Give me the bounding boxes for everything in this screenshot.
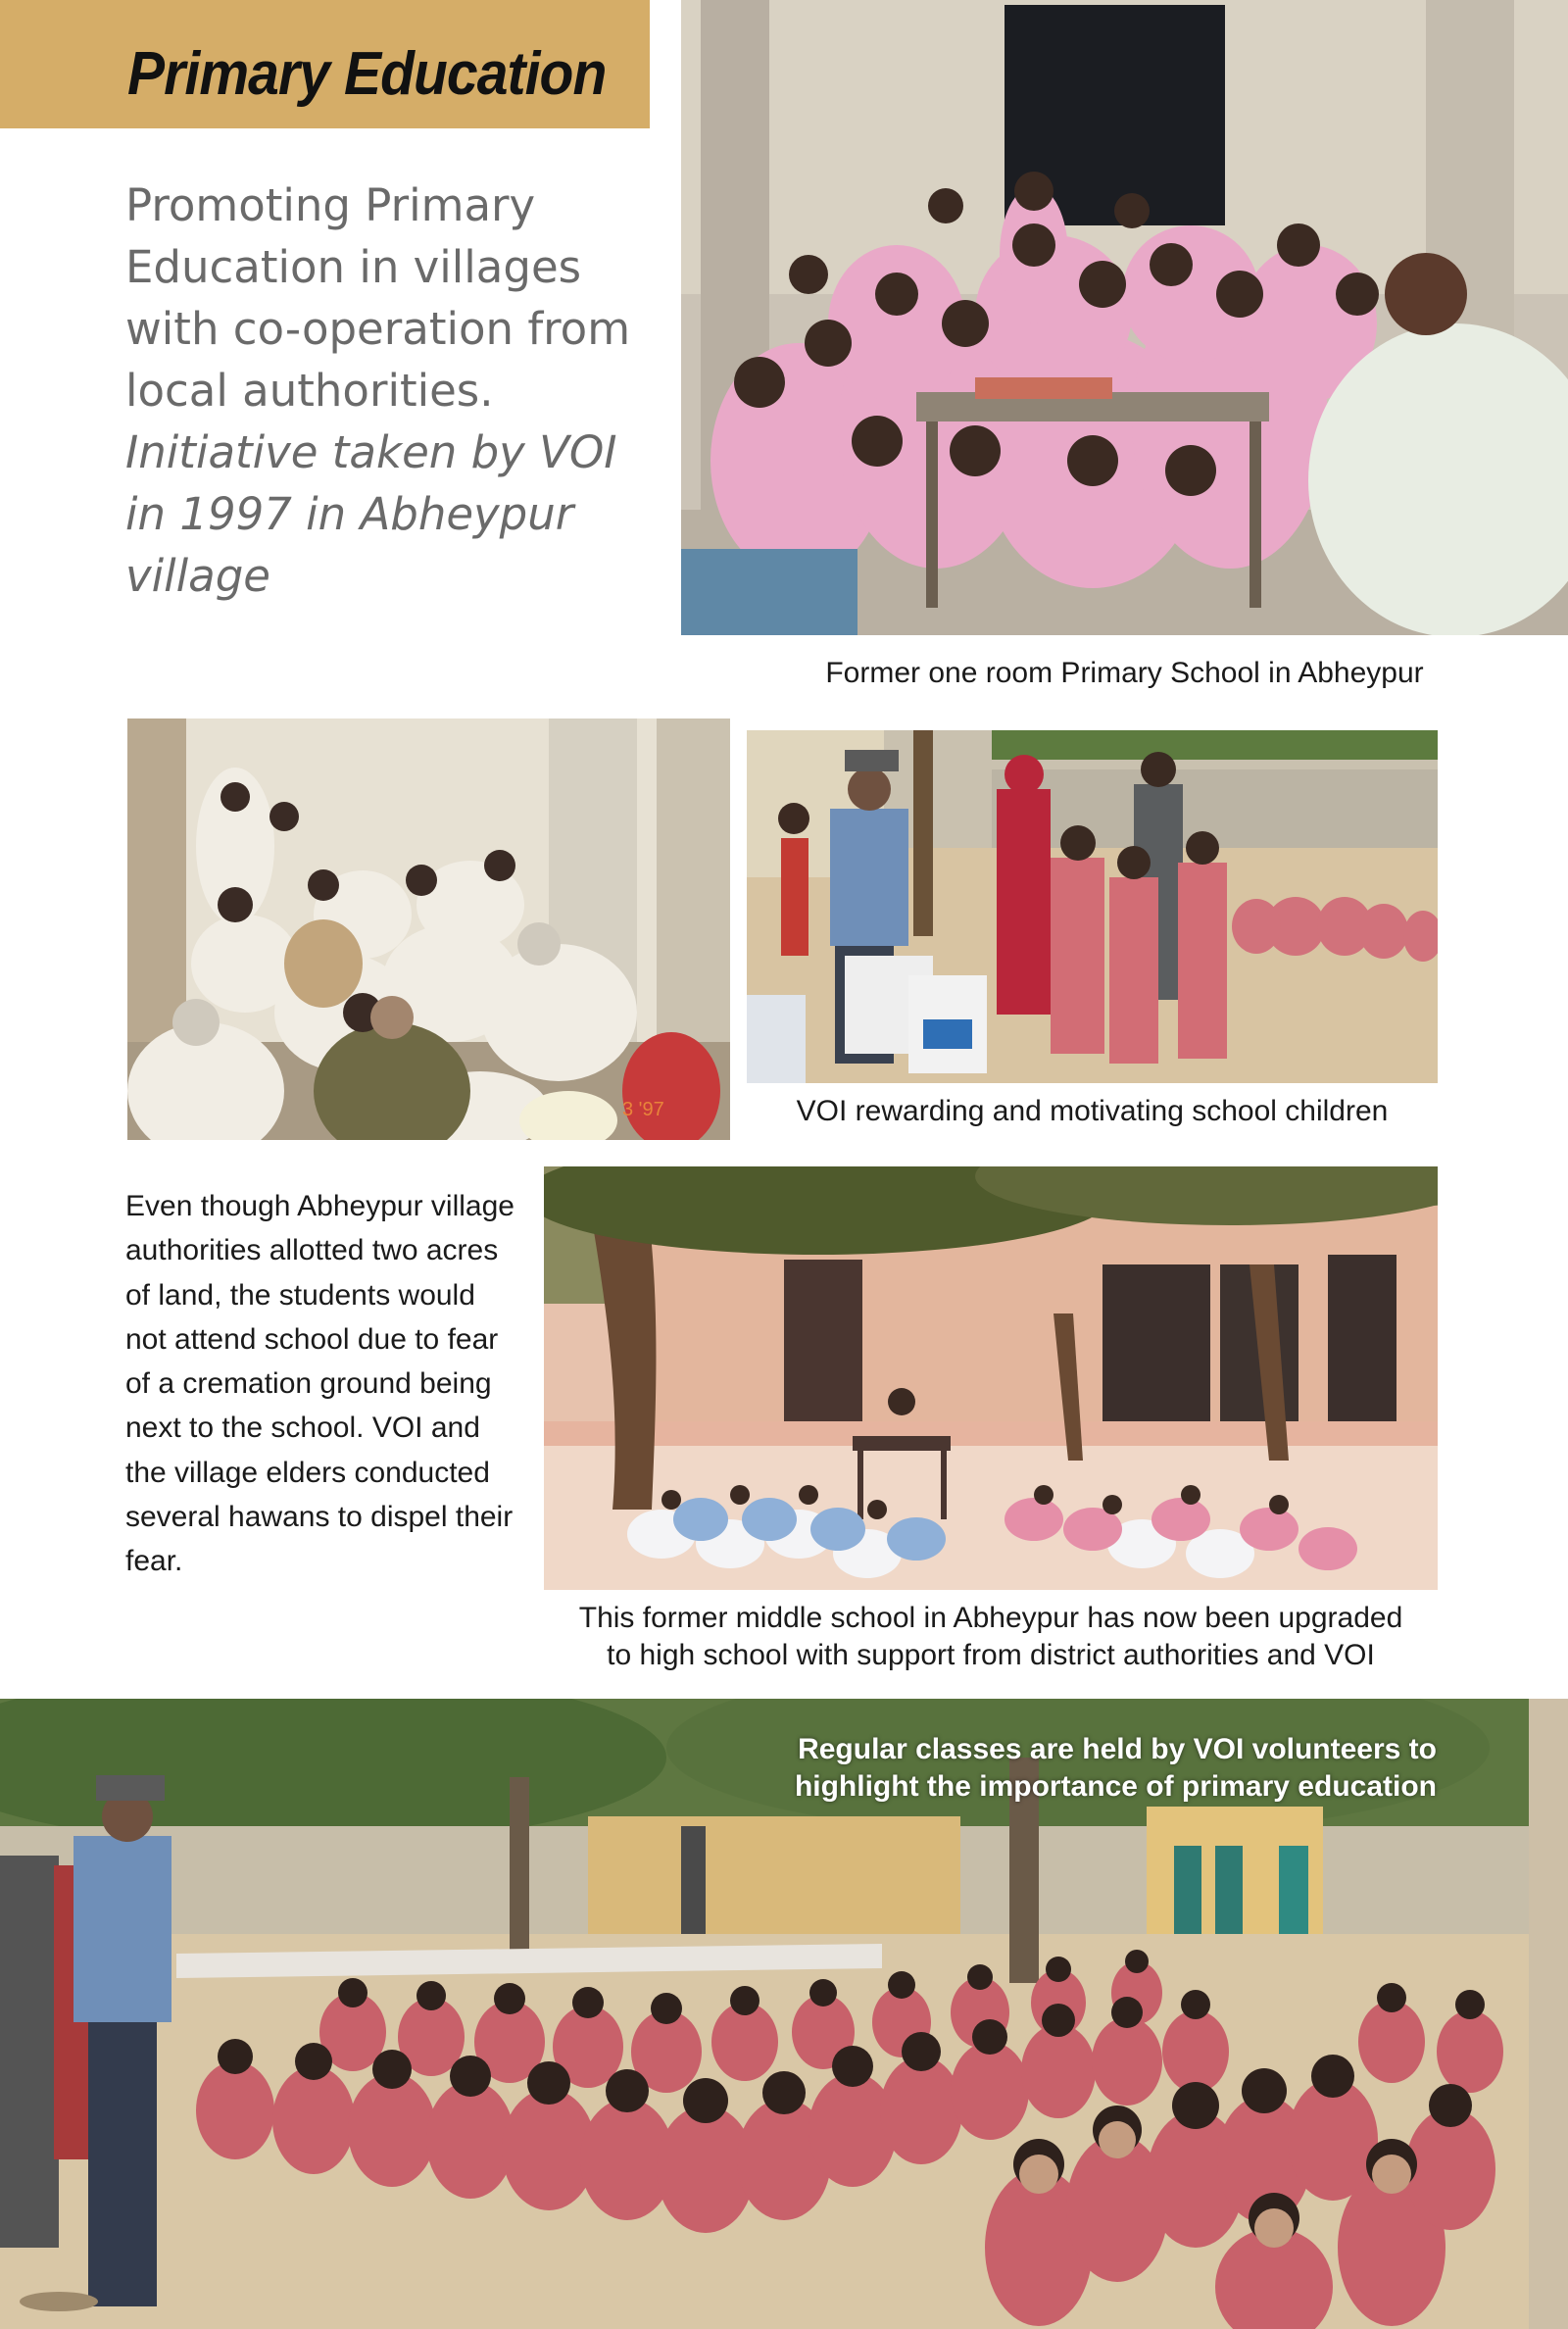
- photo-middle-school: [544, 1166, 1438, 1590]
- caption-regular-classes-line1: Regular classes are held by VOI volunteers to: [798, 1733, 1437, 1765]
- caption-regular-classes: [692, 1731, 1437, 1806]
- title-band: [0, 0, 650, 128]
- caption-one-room-school: Former one room Primary School in Abheypur: [825, 657, 1424, 689]
- photo-one-room-school: [681, 0, 1568, 635]
- photo-rewarding-children: [747, 730, 1438, 1083]
- intro-text: [125, 174, 635, 607]
- intro-italic: Initiative taken by VOI in 1997 in Abheypur village: [125, 426, 617, 602]
- caption-middle-school: [534, 1600, 1447, 1674]
- caption-middle-school-line1: This former middle school in Abheypur has now been upgraded: [578, 1602, 1403, 1634]
- page-title: Primary Education: [127, 40, 607, 108]
- photo-date-stamp: 3 '97: [622, 1099, 664, 1120]
- body-paragraph: Even though Abheypur village authorities allotted two acres of land, the students would not attend school due to fear of a cremation ground being next to the school. VOI and the village elders conducted several hawans to dispel their fear.: [125, 1190, 514, 1578]
- intro-lead: Promoting Primary Education in villages with co-operation from local authorities.: [125, 179, 631, 417]
- caption-rewarding: VOI rewarding and motivating school children: [796, 1095, 1389, 1127]
- photo-village-meeting: [127, 719, 730, 1140]
- caption-regular-classes-line2: highlight the importance of primary education: [794, 1770, 1437, 1803]
- caption-middle-school-line2: to high school with support from district authorities and VOI: [607, 1639, 1375, 1671]
